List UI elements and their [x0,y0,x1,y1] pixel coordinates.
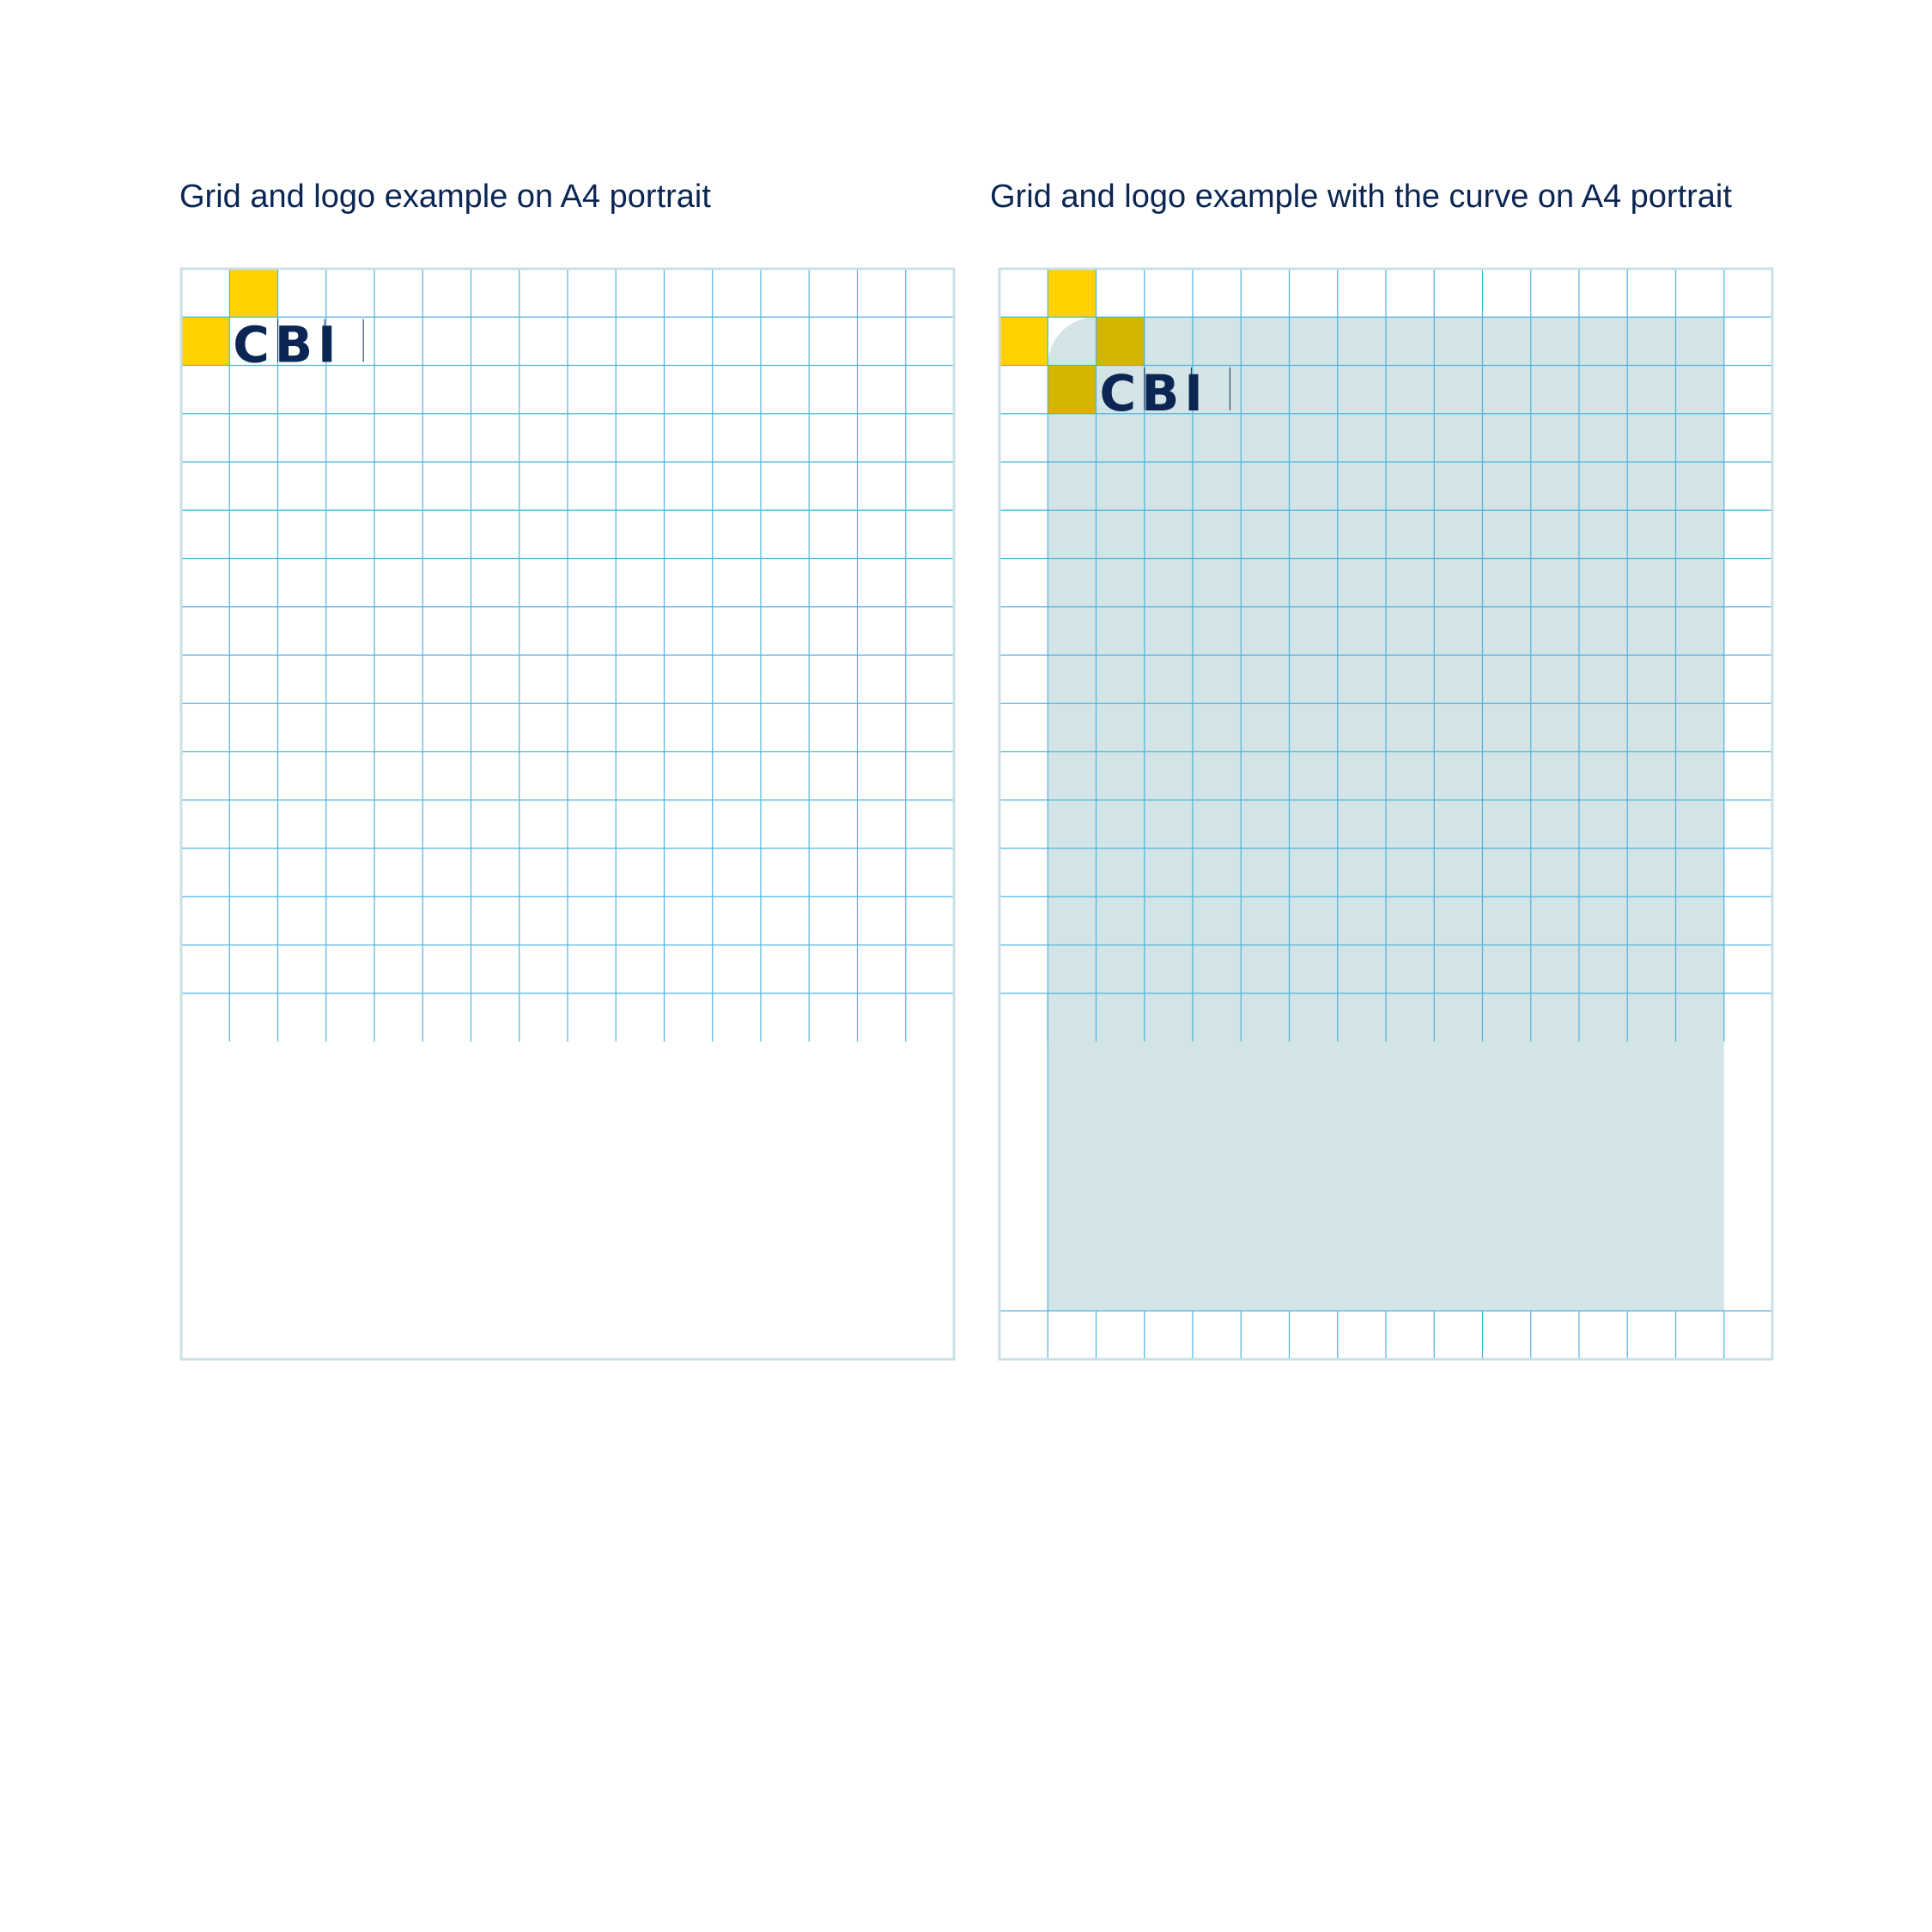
logo-square [999,317,1048,365]
panel-left [181,269,954,1359]
logo-square [1048,269,1096,317]
logo-square [1048,366,1096,414]
panel-left-title: Grid and logo example on A4 portrait [179,179,711,215]
logo-wordmark: CBI [1099,363,1208,422]
logo-square [229,269,277,317]
logo-square [181,317,229,365]
panel-right-title: Grid and logo example with the curve on A4 portrait [990,179,1732,215]
logo-square [1097,317,1145,365]
panel-right [999,269,1772,1359]
logo-wordmark: CBI [233,315,342,374]
